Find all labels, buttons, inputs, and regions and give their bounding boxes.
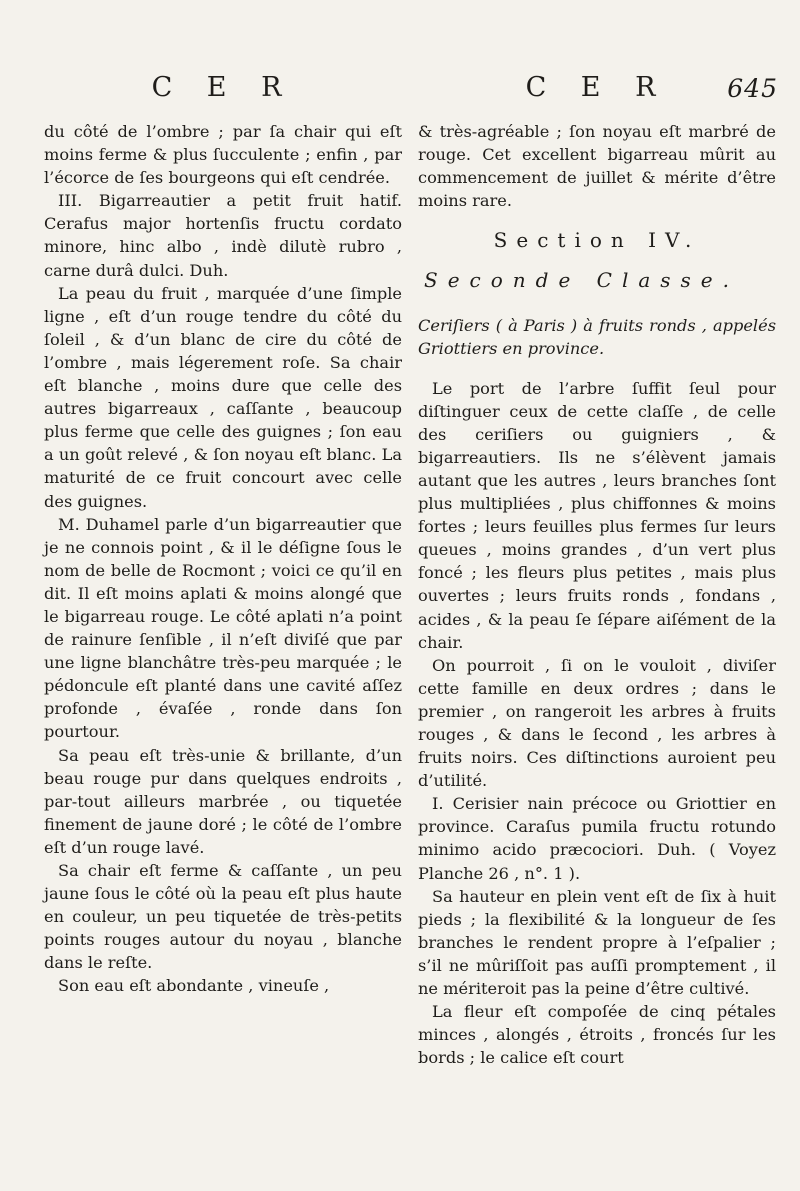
paragraph: M. Duhamel parle d’un bigarreautier que je ne connois point , & il le déſigne ſous le nom de belle de Rocmont ; voici ce qu’il en dit. Il eſt moins aplati & moins alongé que le bigarreau rouge. Le côté aplati n’a point de rainure ſenſible , il n’eſt diviſé que par une ligne blanchâtre très-peu marquée ; le pédoncule eſt planté dans une cavité aſſez profonde , évaſée , ronde dans ſon pourtour. <box>44 514 402 742</box>
right-column-body <box>418 120 776 1069</box>
class-subtitle: Ceriſiers ( à Paris ) à fruits ronds , appelés Griottiers en province. <box>418 316 776 359</box>
left-column-body <box>44 120 402 998</box>
class-heading: Seconde Classe. <box>424 268 739 293</box>
paragraph: La peau du fruit , marquée d’une ſimple ligne , eſt d’un rouge tendre du côté du ſoleil , & d’un blanc de cire du côté de l’ombre , mais légerement roſe. Sa chair eſt blanche , moins dure que celle des autres bigarreaux , caſſante , beaucoup plus ferme que celle des guignes ; ſon eau a un goût relevé , & ſon noyau eſt blanc. La maturité de ce fruit concourt avec celle des guignes. <box>44 283 402 511</box>
page-number: 645 <box>727 74 778 103</box>
paragraph: La fleur eſt compoſée de cinq pétales minces , alongés , étroits , froncés ſur les bords ; le calice eſt court <box>418 1002 776 1068</box>
entry-heading-paragraph: III. Bigarreautier a petit fruit hatif. Cerafus major hortenſis fructu cordato minore, hinc albo , indè dilutè rubro , carne durâ dulci. Duh. <box>44 191 402 280</box>
section-heading: Section IV. <box>493 228 701 253</box>
paragraph: du côté de l’ombre ; par ſa chair qui eſt moins ferme & plus ſucculente ; enfin , par l’écorce de ſes bourgeons qui eſt cendrée. <box>44 122 402 188</box>
paragraph: On pourroit , ſi on le vouloit , diviſer cette famille en deux ordres ; dans le premier , on rangeroit les arbres à fruits rouges , & dans le ſecond , les arbres à fruits noirs. Ces diſtinctions auroient peu d’utilité. <box>418 655 776 791</box>
paragraph: Sa chair eſt ferme & caſſante , un peu jaune ſous le côté où la peau eſt plus haute en couleur, un peu tiquetée de très-petits points rouges autour du noyau , blanche dans le reſte. <box>44 861 402 973</box>
left-running-head: C E R <box>151 72 295 103</box>
paragraph: Le port de l’arbre ſuffit ſeul pour diſtinguer ceux de cette claſſe , de celle des ceriſiers ou guigniers , & bigarreautiers. Ils ne s’élèvent jamais autant que les autres , leurs branches ſont plus multipliées , plus chiffonnes & moins fortes ; leurs feuilles plus fermes ſur leurs queues , moins grandes , d’un vert plus foncé ; les fleurs plus petites , mais plus ouvertes ; leurs fruits ronds , fondans , acides , & la peau ſe ſépare aiſément de la chair. <box>418 378 776 652</box>
paragraph: Son eau eſt abondante , vineuſe , <box>58 976 330 996</box>
entry-heading-paragraph: I. Cerisier nain précoce ou Griottier en province. Caraſus pumila fructu rotundo minimo acido præcociori. Duh. ( Voyez Planche 26 , n°. 1 ). <box>418 794 776 883</box>
paragraph: Sa peau eſt très-unie & brillante, d’un beau rouge pur dans quelques endroits , par-tout ailleurs marbrée , ou tiquetée finement de jaune doré ; le côté de l’ombre eſt d’un rouge lavé. <box>44 745 402 857</box>
paragraph: & très-agréable ; ſon noyau eſt marbré de rouge. Cet excellent bigarreau mûrit au commencement de juillet & mérite d’être moins rare. <box>418 122 776 211</box>
right-running-head: C E R <box>525 72 669 103</box>
paragraph: Sa hauteur en plein vent eſt de ſix à huit pieds ; la flexibilité & la longueur de ſes branches le rendent propre à l’eſpalier ; s’il ne mûriſſoit pas auſſi promptement , il ne mériteroit pas la peine d’être cultivé. <box>418 886 776 998</box>
